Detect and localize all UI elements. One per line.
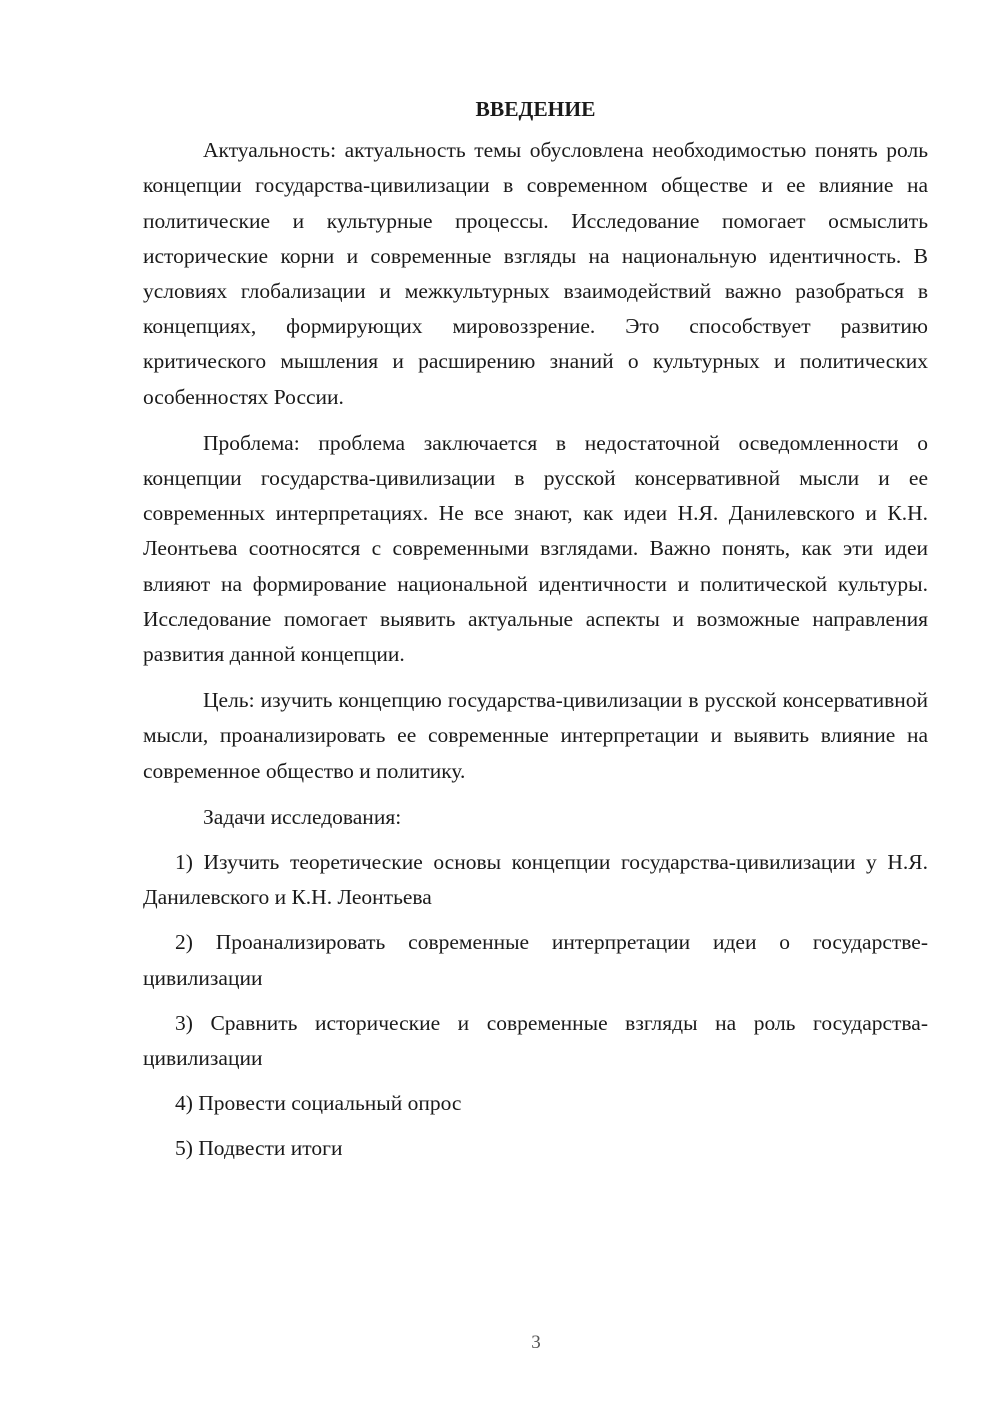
paragraph-relevance: Актуальность: актуальность темы обусловлена необходимостью понять роль концепции государства-цивилизации в современном обществе и ее влияние на политические и культурные процессы. Исследование помогает осмыслить исторические корни и современные взгляды на национальную идентичность. В условиях глобализации и межкультурных взаимодействий важно разобраться в концепциях, формирующих мировоззрение. Это способствует развитию критического мышления и расширению знаний о культурных и политических особенностях России. <box>143 138 928 409</box>
tasks-heading: Задачи исследования: <box>203 804 402 829</box>
section-title: ВВЕДЕНИЕ <box>475 97 596 121</box>
task-item-2: 2) Проанализировать современные интерпретации идеи о государстве-цивилизации <box>143 930 928 990</box>
paragraph-goal: Цель: изучить концепцию государства-цивилизации в русской консервативной мысли, проанализировать ее современные интерпретации и выявить влияние на современное общество и политику. <box>143 688 928 783</box>
page-number: 3 <box>531 1332 541 1353</box>
task-item-4: 4) Провести социальный опрос <box>175 1091 462 1116</box>
task-item-5: 5) Подвести итоги <box>175 1136 343 1161</box>
paragraph-problem: Проблема: проблема заключается в недостаточной осведомленности о концепции государства-цивилизации в русской консервативной мысли и ее современных интерпретациях. Не все знают, как идеи Н.Я. Данилевского и К.Н. Леонтьева соотносятся с современными взглядами. Важно понять, как эти идеи влияют на формирование национальной идентичности и политической культуры. Исследование помогает выявить актуальные аспекты и возможные направления развития данной концепции. <box>143 430 928 667</box>
task-item-3: 3) Сравнить исторические и современные взгляды на роль государства-цивилизации <box>143 1010 928 1071</box>
task-item-1: 1) Изучить теоретические основы концепции государства-цивилизации у Н.Я. Данилевского и К.Н. Леонтьева <box>143 850 928 910</box>
document-body <box>143 92 928 1177</box>
